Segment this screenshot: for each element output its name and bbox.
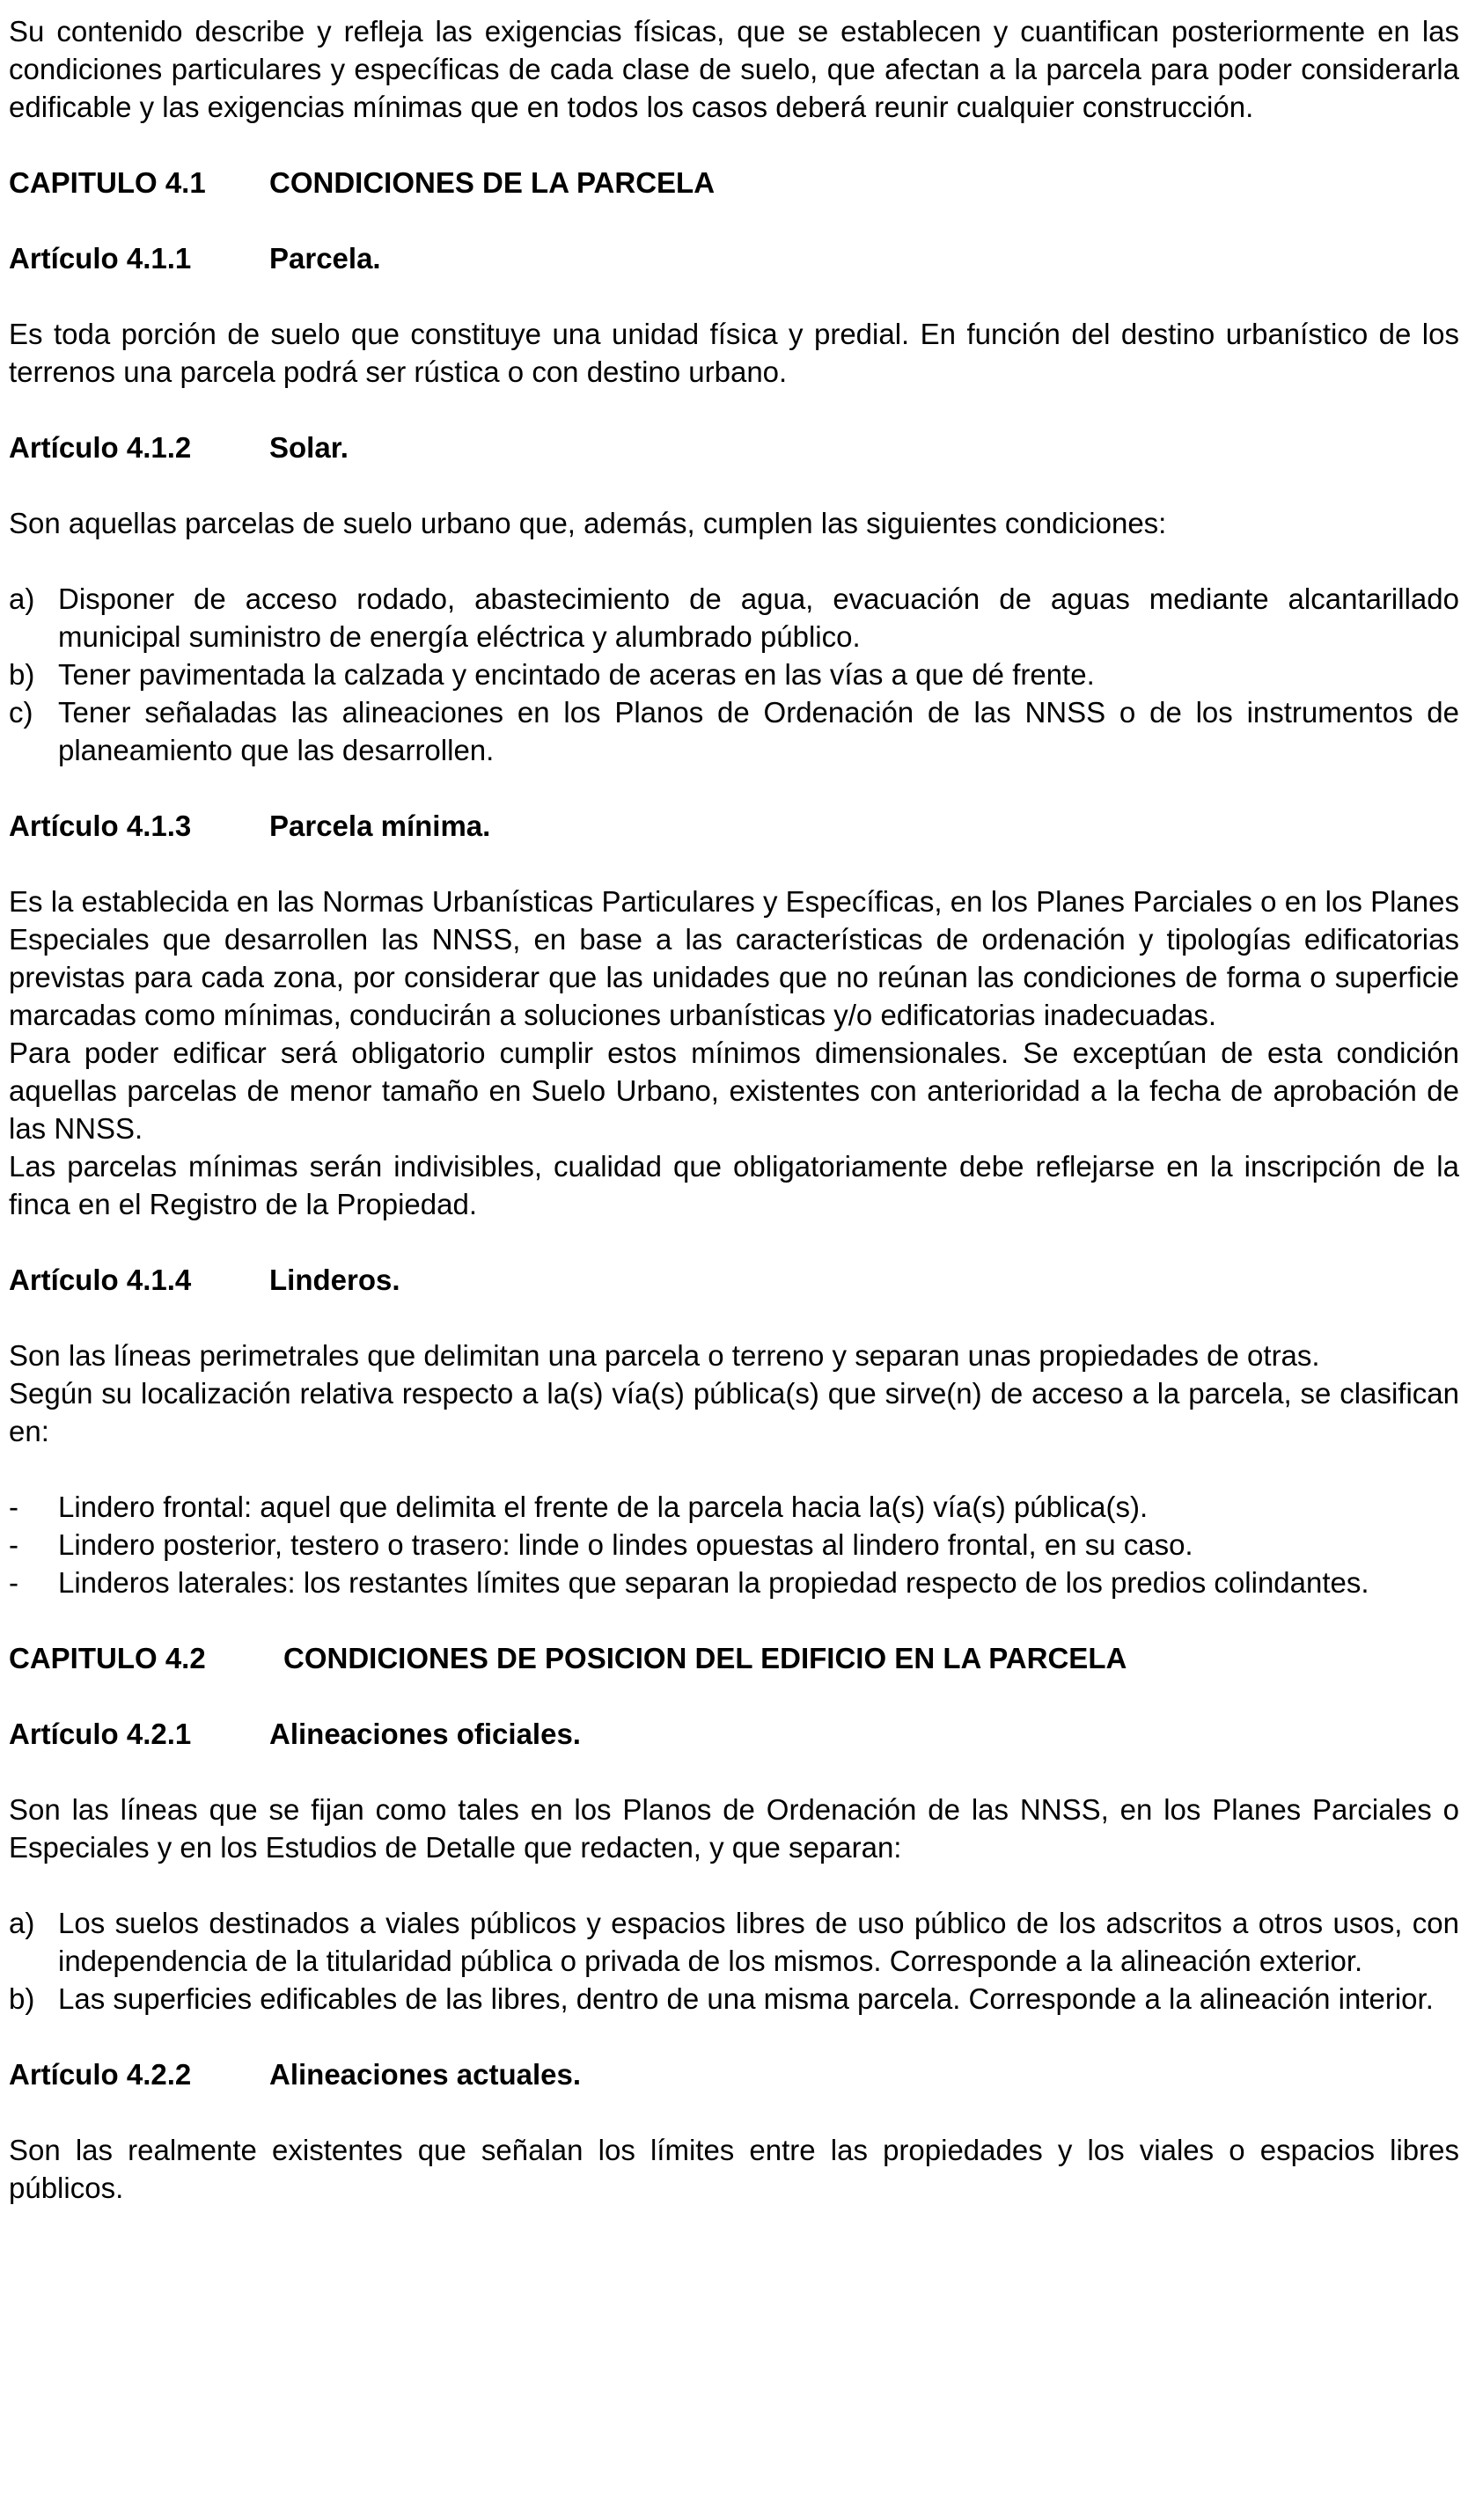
article-paragraph: Según su localización relativa respecto a la(s) vía(s) pública(s) que sirve(n) de acceso a la parcela, se clasifican en: (9, 1377, 1459, 1447)
list-marker: - (9, 1566, 18, 1599)
article-body: Son las líneas que se fijan como tales en los Planos de Ordenación de las NNSS, en los Planes Parciales o Especiales y en los Estudios de Detalle que redacten, y que separan: (9, 1793, 1459, 1864)
article-paragraph: Para poder edificar será obligatorio cumplir estos mínimos dimensionales. Se exceptúan de esta condición aquellas parcelas de menor tamaño en Suelo Urbano, existentes con anterioridad a la fecha de aprobación de las NNSS. (9, 1037, 1459, 1145)
article-body: Son aquellas parcelas de suelo urbano que, además, cumplen las siguientes condiciones: (9, 507, 1167, 539)
list-text: Disponer de acceso rodado, abastecimiento de agua, evacuación de aguas mediante alcantarillado municipal suministro de energía eléctrica y alumbrado público. (58, 582, 1459, 653)
article-heading-4-1-3 (9, 807, 1459, 845)
list-text: Las superficies edificables de las libres, dentro de una misma parcela. Corresponde a la alineación interior. (58, 1982, 1434, 2015)
article-body: Es toda porción de suelo que constituye una unidad física y predial. En función del destino urbanístico de los terrenos una parcela podrá ser rústica o con destino urbano. (9, 318, 1459, 388)
list-item (9, 1526, 1459, 1564)
list-text: Lindero posterior, testero o trasero: linde o lindes opuestas al lindero frontal, en su caso. (58, 1528, 1193, 1561)
article-title: Linderos. (269, 1264, 400, 1296)
list-item (9, 1564, 1459, 1601)
list-marker: c) (9, 696, 33, 729)
article-number: Artículo 4.1.4 (9, 1264, 192, 1296)
boundaries-list (9, 1488, 1459, 1601)
article-heading-4-2-1 (9, 1715, 1459, 1753)
article-paragraph: Es la establecida en las Normas Urbanísticas Particulares y Específicas, en los Planes Parciales o en los Planes Especiales que desarrollen las NNSS, en base a las características de ordenación y tipologías edificatorias previstas para cada zona, por considerar que las unidades que no reúnan las condiciones de forma o superficie marcadas como mínimas, conducirán a soluciones urbanísticas y/o edificatorias inadecuadas. (9, 885, 1459, 1031)
article-paragraph: Las parcelas mínimas serán indivisibles, cualidad que obligatoriamente debe reflejarse en la inscripción de la finca en el Registro de la Propiedad. (9, 1150, 1459, 1220)
list-item (9, 693, 1459, 769)
article-title: Parcela. (269, 242, 381, 275)
article-number: Artículo 4.1.1 (9, 242, 192, 275)
list-marker: - (9, 1491, 18, 1523)
chapter-title: CONDICIONES DE LA PARCELA (269, 166, 716, 199)
list-marker: a) (9, 1907, 35, 1939)
article-number: Artículo 4.2.1 (9, 1718, 192, 1750)
list-item (9, 1488, 1459, 1526)
article-heading-4-1-4 (9, 1261, 1459, 1299)
chapter-number: CAPITULO 4.1 (9, 166, 206, 199)
article-heading-4-1-2 (9, 429, 1459, 466)
list-item (9, 1904, 1459, 1980)
list-marker: - (9, 1528, 18, 1561)
alignments-list (9, 1904, 1459, 2018)
list-item (9, 580, 1459, 656)
article-number: Artículo 4.1.3 (9, 809, 192, 842)
chapter-heading-4-1 (9, 164, 1459, 201)
list-marker: a) (9, 582, 35, 615)
list-item (9, 656, 1459, 693)
list-marker: b) (9, 1982, 35, 2015)
chapter-number: CAPITULO 4.2 (9, 1642, 206, 1674)
article-title: Alineaciones actuales. (269, 2058, 581, 2091)
list-text: Los suelos destinados a viales públicos y espacios libres de uso público de los adscritos a otros usos, con independencia de la titularidad pública o privada de los mismos. Corresponde a la alineación exterior. (58, 1907, 1459, 1977)
list-item (9, 1980, 1459, 2018)
list-text: Tener señaladas las alineaciones en los Planos de Ordenación de las NNSS o de los instrumentos de planeamiento que las desarrollen. (58, 696, 1459, 766)
article-heading-4-2-2 (9, 2055, 1459, 2093)
list-text: Linderos laterales: los restantes límites que separan la propiedad respecto de los predios colindantes. (58, 1566, 1369, 1599)
list-text: Tener pavimentada la calzada y encintado de aceras en las vías a que dé frente. (58, 658, 1095, 691)
article-title: Alineaciones oficiales. (269, 1718, 581, 1750)
article-number: Artículo 4.2.2 (9, 2058, 192, 2091)
article-heading-4-1-1 (9, 239, 1459, 277)
chapter-title: CONDICIONES DE POSICION DEL EDIFICIO EN LA PARCELA (283, 1642, 1127, 1674)
list-marker: b) (9, 658, 35, 691)
intro-paragraph: Su contenido describe y refleja las exigencias físicas, que se establecen y cuantifican posteriormente en las condiciones particulares y específicas de cada clase de suelo, que afectan a la parcela para poder considerarla edificable y las exigencias mínimas que en todos los casos deberá reunir cualquier construcción. (9, 15, 1459, 123)
article-body: Son las realmente existentes que señalan los límites entre las propiedades y los viales o espacios libres públicos. (9, 2134, 1459, 2204)
article-number: Artículo 4.1.2 (9, 431, 192, 464)
article-title: Parcela mínima. (269, 809, 491, 842)
chapter-heading-4-2 (9, 1639, 1459, 1677)
list-text: Lindero frontal: aquel que delimita el frente de la parcela hacia la(s) vía(s) pública(s). (58, 1491, 1149, 1523)
conditions-list (9, 580, 1459, 769)
article-title: Solar. (269, 431, 349, 464)
article-paragraph: Son las líneas perimetrales que delimitan una parcela o terreno y separan unas propiedades de otras. (9, 1339, 1320, 1372)
